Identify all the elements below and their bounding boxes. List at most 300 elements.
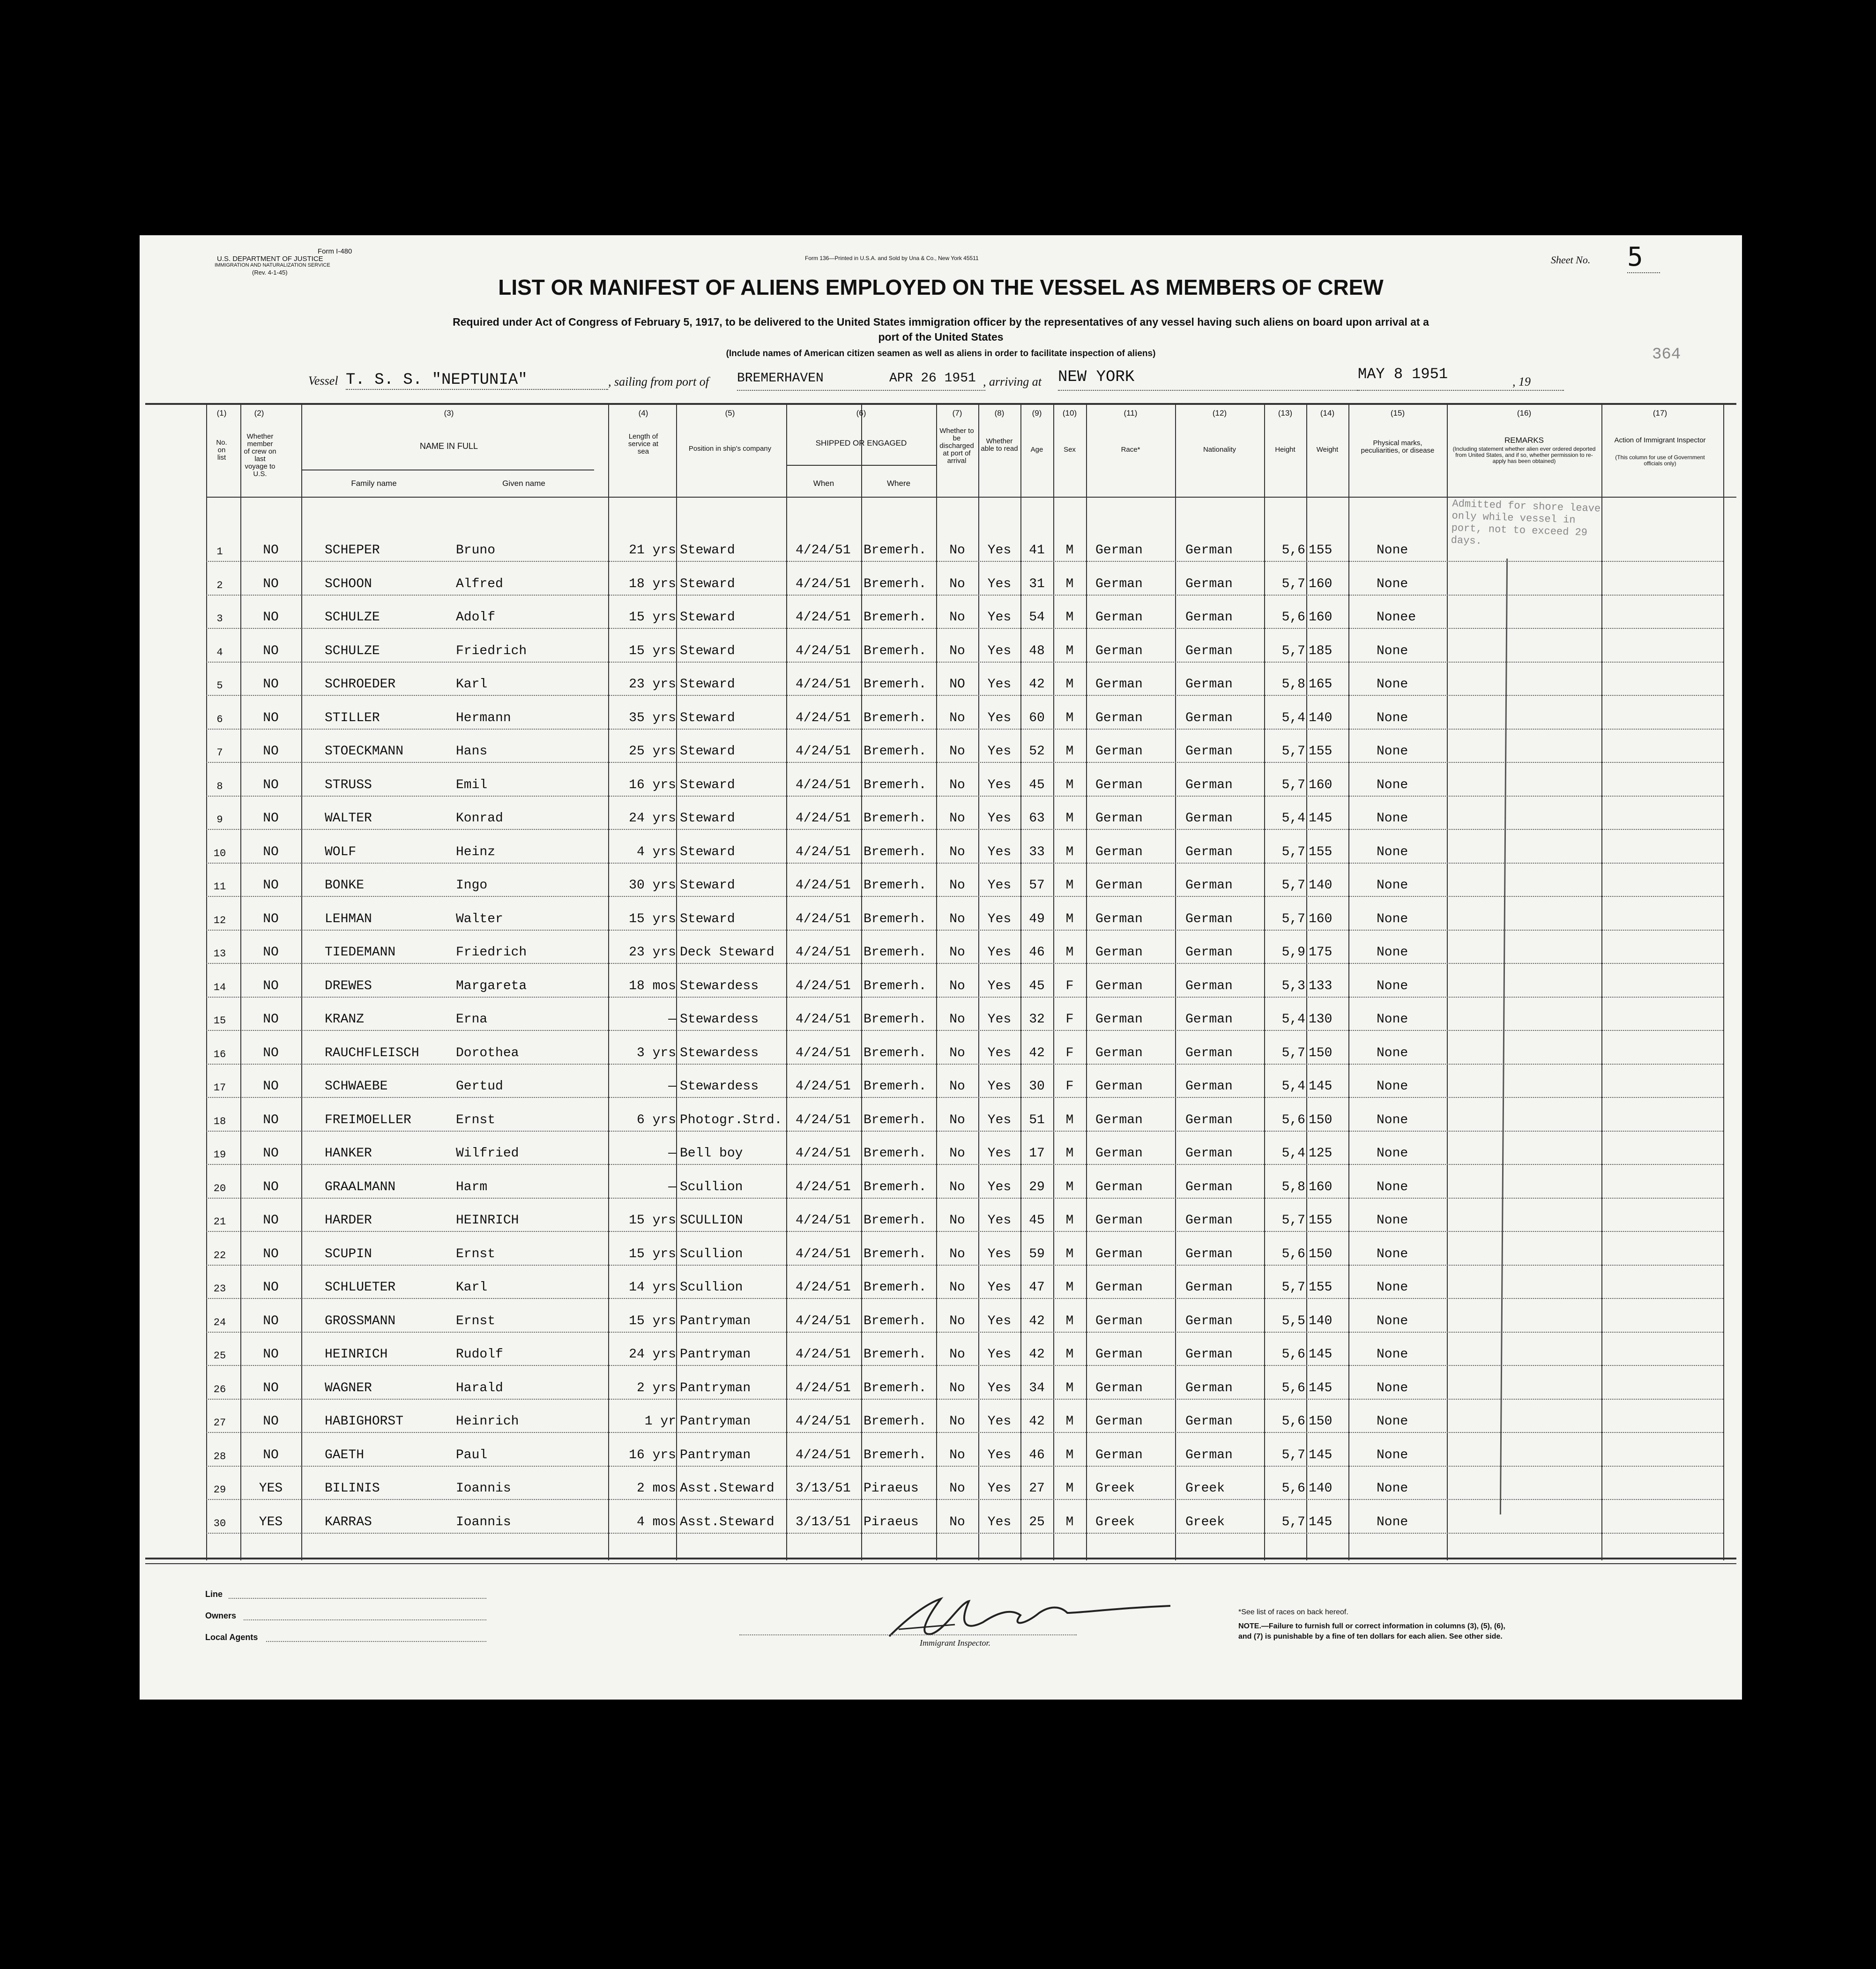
row-rule: [206, 1030, 1723, 1031]
cell-race: German: [1095, 1347, 1143, 1362]
cell-shipped-when: 4/24/51: [796, 1414, 851, 1429]
cell-position: Pantryman: [680, 1414, 751, 1429]
row-rule: [206, 1365, 1723, 1366]
cell-row-number: 10: [213, 847, 226, 859]
cell-physical-marks: None: [1377, 677, 1408, 692]
cell-family-name: HARDER: [325, 1213, 372, 1228]
cell-weight: 160: [1309, 911, 1333, 926]
row-rule: [206, 896, 1723, 897]
cell-shipped-where: Bremerh.: [864, 1045, 927, 1060]
row-rule: [206, 796, 1723, 797]
cell-length-of-service: 15 yrs: [629, 1313, 676, 1328]
cell-weight: 185: [1309, 643, 1333, 658]
cell-discharged: No: [949, 1380, 965, 1395]
col-num-12: (12): [1212, 409, 1227, 418]
cell-shipped-when: 4/24/51: [796, 978, 851, 993]
cell-able-to-read: Yes: [987, 911, 1012, 926]
cell-discharged: No: [949, 1414, 965, 1429]
cell-height: 5,6: [1281, 1246, 1305, 1261]
cell-able-to-read: Yes: [987, 1347, 1012, 1362]
cell-given-name: Erna: [456, 1012, 488, 1027]
cell-discharged: No: [949, 1112, 965, 1127]
cell-height: 5,8: [1281, 1179, 1305, 1194]
cell-row-number: 27: [213, 1417, 226, 1429]
cell-shipped-where: Bremerh.: [864, 1213, 927, 1228]
cell-nationality: German: [1185, 1380, 1233, 1395]
cell-shipped-when: 4/24/51: [796, 1280, 851, 1295]
cell-weight: 140: [1309, 878, 1333, 893]
cell-discharged: No: [949, 1514, 965, 1529]
cell-race: German: [1095, 978, 1143, 993]
cell-age: 42: [1029, 1045, 1045, 1060]
cell-discharged: No: [949, 1347, 965, 1362]
cell-position: Steward: [680, 543, 735, 558]
cell-age: 29: [1029, 1179, 1045, 1194]
cell-row-number: 21: [213, 1216, 226, 1228]
cell-nationality: German: [1185, 610, 1233, 625]
cell-nationality: German: [1185, 1012, 1233, 1027]
col-num-11: (11): [1124, 409, 1138, 418]
cell-nationality: German: [1185, 1447, 1233, 1462]
cell-given-name: Friedrich: [456, 643, 527, 658]
cell-able-to-read: Yes: [987, 1481, 1012, 1496]
cell-position: Scullion: [680, 1179, 743, 1194]
cell-sex: M: [1065, 1347, 1074, 1362]
cell-race: German: [1095, 1246, 1143, 1261]
row-rule: [206, 762, 1723, 763]
cell-given-name: Ernst: [456, 1246, 496, 1261]
cell-family-name: STRUSS: [325, 777, 372, 792]
cell-height: 5,4: [1281, 1146, 1305, 1161]
cell-prev-voyage: NO: [263, 1012, 279, 1027]
cell-age: 42: [1029, 1313, 1045, 1328]
cell-race: German: [1095, 811, 1143, 826]
cell-given-name: Heinz: [456, 844, 496, 859]
cell-given-name: Rudolf: [456, 1347, 503, 1362]
cell-row-number: 11: [213, 881, 226, 893]
cell-given-name: Walter: [456, 911, 503, 926]
cell-given-name: Gertud: [456, 1079, 503, 1094]
cell-length-of-service: 6 yrs: [636, 1112, 676, 1127]
cell-nationality: German: [1185, 1213, 1233, 1228]
remarks-ditto-line: [1500, 559, 1508, 1514]
cell-shipped-where: Bremerh.: [864, 1380, 927, 1395]
cell-physical-marks: None: [1377, 978, 1408, 993]
cell-given-name: Margareta: [456, 978, 527, 993]
cell-able-to-read: Yes: [987, 978, 1012, 993]
cell-prev-voyage: NO: [263, 643, 279, 658]
cell-discharged: No: [949, 1447, 965, 1462]
col-num-2: (2): [254, 409, 264, 418]
cell-age: 48: [1029, 643, 1045, 658]
cell-shipped-where: Piraeus: [864, 1481, 919, 1496]
cell-prev-voyage: NO: [263, 844, 279, 859]
cell-length-of-service: 18 yrs: [629, 576, 676, 591]
cell-nationality: German: [1185, 677, 1233, 692]
arrive-date: MAY 8 1951: [1358, 365, 1448, 383]
cell-family-name: KARRAS: [325, 1514, 372, 1529]
cell-age: 51: [1029, 1112, 1045, 1127]
cell-family-name: SCHLUETER: [325, 1280, 396, 1295]
cell-race: German: [1095, 1079, 1143, 1094]
sheet-label: Sheet No.: [1551, 254, 1591, 266]
col-header-name-in-full: NAME IN FULL: [419, 441, 478, 451]
cell-shipped-where: Piraeus: [864, 1514, 919, 1529]
cell-family-name: LEHMAN: [325, 911, 372, 926]
cell-race: German: [1095, 844, 1143, 859]
cell-sex: M: [1065, 1213, 1074, 1228]
cell-race: German: [1095, 643, 1143, 658]
cell-race: German: [1095, 1280, 1143, 1295]
cell-weight: 150: [1309, 1112, 1333, 1127]
agency-line-2: IMMIGRATION AND NATURALIZATION SERVICE: [215, 262, 330, 268]
cell-prev-voyage: NO: [263, 1414, 279, 1429]
cell-discharged: No: [949, 1045, 965, 1060]
cell-prev-voyage: NO: [263, 543, 279, 558]
col-num-13: (13): [1278, 409, 1293, 418]
col-header-prev-voyage: Whether member of crew on last voyage to U.S.: [244, 433, 276, 478]
col-num-14: (14): [1320, 409, 1335, 418]
cell-physical-marks: None: [1377, 1146, 1408, 1161]
col-num-8: (8): [994, 409, 1005, 418]
cell-sex: F: [1065, 1079, 1074, 1094]
row-rule: [206, 1533, 1723, 1534]
cell-position: Steward: [680, 677, 735, 692]
cell-nationality: German: [1185, 945, 1233, 960]
subtitle-line-1: Required under Act of Congress of February 5, 1917, to be delivered to the United States immigration officer by the representatives of any vessel having such aliens on board upon arrival at a: [453, 316, 1429, 328]
cell-physical-marks: None: [1377, 1079, 1408, 1094]
cell-shipped-when: 4/24/51: [796, 1347, 851, 1362]
cell-length-of-service: 16 yrs: [629, 1447, 676, 1462]
row-rule: [206, 863, 1723, 864]
cell-weight: 150: [1309, 1246, 1333, 1261]
cell-height: 5,7: [1281, 878, 1305, 893]
cell-physical-marks: None: [1377, 1481, 1408, 1496]
cell-sex: M: [1065, 1179, 1074, 1194]
cell-nationality: German: [1185, 576, 1233, 591]
cell-height: 5,4: [1281, 1079, 1305, 1094]
printer-note: Form 136—Printed in U.S.A. and Sold by Una & Co., New York 45511: [805, 255, 979, 261]
col-num-17: (17): [1653, 409, 1668, 418]
cell-position: Deck Steward: [680, 945, 774, 960]
cell-shipped-where: Bremerh.: [864, 643, 927, 658]
cell-given-name: Paul: [456, 1447, 488, 1462]
cell-position: Steward: [680, 911, 735, 926]
row-rule: [206, 1231, 1723, 1232]
cell-discharged: No: [949, 1079, 965, 1094]
cell-height: 5,9: [1281, 945, 1305, 960]
form-revision: (Rev. 4-1-45): [252, 269, 288, 276]
cell-nationality: German: [1185, 1347, 1233, 1362]
cell-age: 27: [1029, 1481, 1045, 1496]
cell-shipped-where: Bremerh.: [864, 1313, 927, 1328]
cell-age: 32: [1029, 1012, 1045, 1027]
cell-height: 5,6: [1281, 1414, 1305, 1429]
cell-shipped-where: Bremerh.: [864, 777, 927, 792]
cell-shipped-where: Bremerh.: [864, 945, 927, 960]
owners-field: [244, 1619, 486, 1620]
cell-physical-marks: None: [1377, 1112, 1408, 1127]
cell-family-name: BILINIS: [325, 1481, 380, 1496]
cell-age: 45: [1029, 777, 1045, 792]
cell-row-number: 19: [213, 1149, 226, 1161]
cell-prev-voyage: NO: [263, 710, 279, 725]
cell-position: Stewardess: [680, 978, 759, 993]
cell-physical-marks: None: [1377, 811, 1408, 826]
cell-sex: M: [1065, 1246, 1074, 1261]
manifest-sheet: [140, 235, 1742, 1700]
cell-nationality: German: [1185, 1280, 1233, 1295]
col-num-6: (6): [856, 409, 866, 418]
cell-shipped-where: Bremerh.: [864, 1246, 927, 1261]
cell-weight: 145: [1309, 1380, 1333, 1395]
cell-prev-voyage: NO: [263, 1246, 279, 1261]
cell-sex: M: [1065, 1313, 1074, 1328]
cell-position: Asst.Steward: [680, 1481, 774, 1496]
cell-race: German: [1095, 1146, 1143, 1161]
cell-shipped-where: Bremerh.: [864, 744, 927, 759]
cell-nationality: German: [1185, 1045, 1233, 1060]
cell-race: German: [1095, 710, 1143, 725]
port-to: NEW YORK: [1058, 368, 1135, 386]
cell-family-name: DREWES: [325, 978, 372, 993]
cell-shipped-where: Bremerh.: [864, 1179, 927, 1194]
cell-given-name: Ernst: [456, 1112, 496, 1127]
column-rule: [1447, 403, 1448, 1560]
cell-shipped-where: Bremerh.: [864, 811, 927, 826]
cell-discharged: No: [949, 744, 965, 759]
cell-discharged: No: [949, 945, 965, 960]
cell-shipped-when: 4/24/51: [796, 1313, 851, 1328]
local-agents-label: Local Agents: [205, 1633, 258, 1642]
cell-prev-voyage: NO: [263, 677, 279, 692]
cell-prev-voyage: NO: [263, 1380, 279, 1395]
cell-length-of-service: 24 yrs: [629, 811, 676, 826]
col-header-race: Race*: [1121, 446, 1140, 454]
cell-prev-voyage: NO: [263, 744, 279, 759]
cell-row-number: 3: [216, 613, 223, 625]
cell-discharged: No: [949, 1012, 965, 1027]
cell-age: 31: [1029, 576, 1045, 591]
cell-length-of-service: 4 yrs: [636, 844, 676, 859]
cell-sex: F: [1065, 1045, 1074, 1060]
cell-shipped-where: Bremerh.: [864, 1079, 927, 1094]
cell-length-of-service: 2 mos: [636, 1481, 676, 1496]
cell-row-number: 22: [213, 1249, 226, 1261]
cell-row-number: 18: [213, 1115, 226, 1127]
cell-prev-voyage: NO: [263, 1280, 279, 1295]
cell-family-name: RAUCHFLEISCH: [325, 1045, 419, 1060]
cell-position: Stewardess: [680, 1045, 759, 1060]
cell-prev-voyage: NO: [263, 878, 279, 893]
cell-shipped-where: Bremerh.: [864, 1112, 927, 1127]
cell-row-number: 20: [213, 1182, 226, 1194]
cell-prev-voyage: YES: [259, 1481, 283, 1496]
cell-length-of-service: 15 yrs: [629, 610, 676, 625]
cell-height: 5,7: [1281, 643, 1305, 658]
col-num-16: (16): [1517, 409, 1532, 418]
cell-prev-voyage: NO: [263, 1447, 279, 1462]
cell-row-number: 8: [216, 780, 223, 792]
cell-age: 42: [1029, 1347, 1045, 1362]
cell-shipped-where: Bremerh.: [864, 1012, 927, 1027]
cell-nationality: German: [1185, 643, 1233, 658]
cell-weight: 155: [1309, 844, 1333, 859]
cell-shipped-when: 4/24/51: [796, 1380, 851, 1395]
cell-position: Scullion: [680, 1280, 743, 1295]
col-num-4: (4): [638, 409, 648, 418]
col-header-nationality: Nationality: [1203, 446, 1236, 454]
cell-shipped-when: 4/24/51: [796, 1447, 851, 1462]
cell-shipped-when: 4/24/51: [796, 777, 851, 792]
cell-sex: M: [1065, 576, 1074, 591]
cell-nationality: German: [1185, 710, 1233, 725]
row-rule: [206, 1332, 1723, 1333]
col-num-9: (9): [1032, 409, 1042, 418]
cell-able-to-read: Yes: [987, 1146, 1012, 1161]
cell-height: 5,4: [1281, 811, 1305, 826]
cell-age: 54: [1029, 610, 1045, 625]
cell-able-to-read: Yes: [987, 1246, 1012, 1261]
cell-race: German: [1095, 1112, 1143, 1127]
cell-age: 57: [1029, 878, 1045, 893]
cell-sex: M: [1065, 1280, 1074, 1295]
cell-weight: 160: [1309, 610, 1333, 625]
cell-physical-marks: None: [1377, 1313, 1408, 1328]
cell-height: 5,7: [1281, 911, 1305, 926]
cell-physical-marks: None: [1377, 1347, 1408, 1362]
cell-nationality: German: [1185, 744, 1233, 759]
cell-family-name: HANKER: [325, 1146, 372, 1161]
cell-shipped-when: 4/24/51: [796, 610, 851, 625]
cell-able-to-read: Yes: [987, 777, 1012, 792]
cell-weight: 160: [1309, 777, 1333, 792]
cell-family-name: SCHULZE: [325, 610, 380, 625]
cell-shipped-when: 4/24/51: [796, 878, 851, 893]
cell-row-number: 7: [216, 747, 223, 759]
cell-physical-marks: None: [1377, 844, 1408, 859]
cell-length-of-service: 14 yrs: [629, 1280, 676, 1295]
col-header-remarks: REMARKS: [1504, 436, 1544, 445]
line-label: Line: [205, 1589, 223, 1599]
col-header-where: Where: [886, 479, 911, 488]
agency-line-1: U.S. DEPARTMENT OF JUSTICE: [217, 255, 323, 263]
cell-length-of-service: 24 yrs: [629, 1347, 676, 1362]
cell-nationality: German: [1185, 1112, 1233, 1127]
race-note: *See list of races on back hereof.: [1238, 1608, 1348, 1616]
cell-shipped-when: 4/24/51: [796, 1246, 851, 1261]
row-rule: [206, 695, 1723, 696]
cell-family-name: SCHULZE: [325, 643, 380, 658]
cell-length-of-service: —: [668, 1012, 676, 1027]
cell-prev-voyage: NO: [263, 1313, 279, 1328]
col-num-3: (3): [444, 409, 454, 418]
col-header-shipped-or-engaged: SHIPPED OR ENGAGED: [815, 439, 907, 448]
cell-discharged: No: [949, 576, 965, 591]
cell-shipped-when: 4/24/51: [796, 1079, 851, 1094]
owners-label: Owners: [205, 1611, 237, 1620]
cell-able-to-read: Yes: [987, 1447, 1012, 1462]
cell-nationality: German: [1185, 811, 1233, 826]
cell-race: German: [1095, 744, 1143, 759]
cell-weight: 155: [1309, 1213, 1333, 1228]
row-rule: [206, 1298, 1723, 1299]
column-rule: [978, 403, 979, 1560]
cell-length-of-service: 30 yrs: [629, 878, 676, 893]
column-rule: [1723, 403, 1724, 1560]
cell-row-number: 12: [213, 914, 226, 926]
col-header-height: Height: [1275, 446, 1295, 454]
cell-prev-voyage: NO: [263, 1347, 279, 1362]
cell-prev-voyage: NO: [263, 777, 279, 792]
cell-able-to-read: Yes: [987, 844, 1012, 859]
cell-weight: 160: [1309, 1179, 1333, 1194]
row-rule: [206, 595, 1723, 596]
cell-discharged: No: [949, 1213, 965, 1228]
cell-family-name: HEINRICH: [325, 1347, 388, 1362]
cell-length-of-service: 35 yrs: [629, 710, 676, 725]
cell-shipped-when: 4/24/51: [796, 1179, 851, 1194]
cell-family-name: WOLF: [325, 844, 357, 859]
cell-shipped-when: 3/13/51: [796, 1481, 851, 1496]
port-from-underline: [737, 390, 985, 391]
cell-prev-voyage: NO: [263, 1179, 279, 1194]
cell-family-name: BONKE: [325, 878, 365, 893]
cell-family-name: STOECKMANN: [325, 744, 404, 759]
cell-race: German: [1095, 878, 1143, 893]
cell-able-to-read: Yes: [987, 811, 1012, 826]
cell-position: Steward: [680, 576, 735, 591]
cell-weight: 150: [1309, 1045, 1333, 1060]
row-rule: [206, 729, 1723, 730]
cell-family-name: KRANZ: [325, 1012, 365, 1027]
inspector-signature: [871, 1585, 1180, 1650]
cell-shipped-when: 4/24/51: [796, 543, 851, 558]
cell-height: 5,7: [1281, 777, 1305, 792]
cell-physical-marks: None: [1377, 911, 1408, 926]
cell-sex: M: [1065, 1481, 1074, 1496]
col-header-position: Position in ship's company: [688, 445, 772, 453]
cell-age: 63: [1029, 811, 1045, 826]
port-from: BREMERHAVEN: [737, 371, 824, 386]
row-rule: [206, 930, 1723, 931]
cell-sex: M: [1065, 710, 1074, 725]
cell-row-number: 26: [213, 1383, 226, 1395]
cell-row-number: 24: [213, 1316, 226, 1328]
cell-physical-marks: None: [1377, 1514, 1408, 1529]
table-bottom-rule-2: [145, 1563, 1736, 1564]
cell-given-name: Harm: [456, 1179, 488, 1194]
cell-family-name: SCHWAEBE: [325, 1079, 388, 1094]
subtitle-line-3: (Include names of American citizen seamen as well as aliens in order to facilitate inspection of aliens): [726, 349, 1156, 358]
cell-nationality: German: [1185, 1079, 1233, 1094]
cell-physical-marks: None: [1377, 1179, 1408, 1194]
cell-given-name: HEINRICH: [456, 1213, 519, 1228]
col-header-family-name: Family name: [351, 479, 397, 488]
cell-shipped-where: Bremerh.: [864, 1347, 927, 1362]
cell-family-name: GROSSMANN: [325, 1313, 396, 1328]
column-rule: [301, 403, 302, 1560]
cell-position: SCULLION: [680, 1213, 743, 1228]
stamp-number: 364: [1652, 346, 1681, 364]
cell-position: Photogr.Strd.: [680, 1112, 782, 1127]
cell-age: 42: [1029, 1414, 1045, 1429]
cell-age: 49: [1029, 911, 1045, 926]
cell-length-of-service: 15 yrs: [629, 643, 676, 658]
cell-physical-marks: None: [1377, 543, 1408, 558]
cell-physical-marks: None: [1377, 744, 1408, 759]
cell-sex: M: [1065, 1414, 1074, 1429]
